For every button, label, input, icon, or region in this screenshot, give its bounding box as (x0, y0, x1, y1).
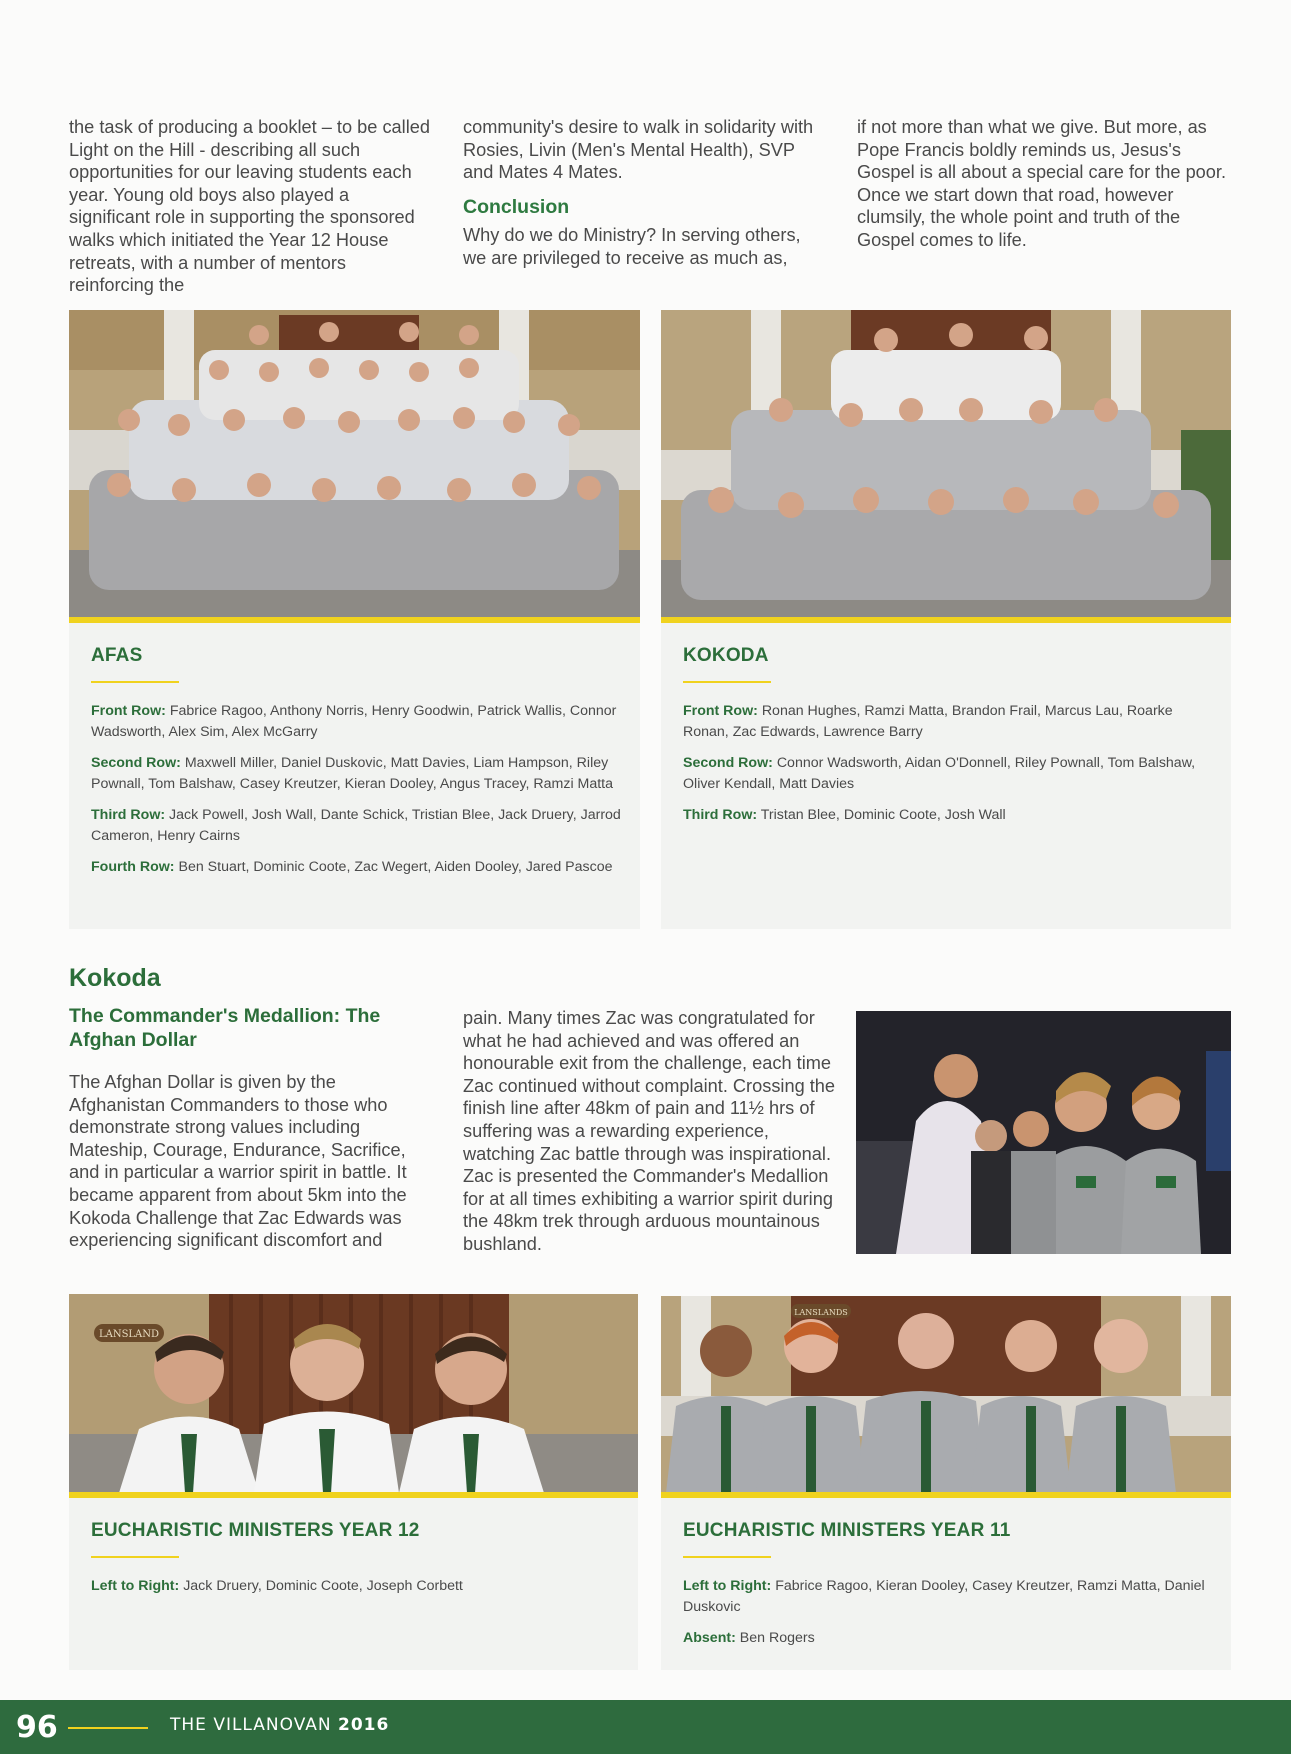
em12-left-to-right (91, 1576, 624, 1597)
afas-front-row (91, 701, 626, 743)
em12-caption (69, 1498, 638, 1670)
afas-names (91, 701, 626, 888)
kokoda-group-photo (661, 310, 1231, 618)
kokoda-col2-text: pain. Many times Zac was congratulated for what he had achieved and was offered an honourable exit from the challenge, each time Zac continued without complaint. Crossing the finish line after 48km of pain and 11½ hrs of suffering was a rewarding experience, watching Zac battle through was inspirational. Zac is presented the Commander's Medallion for at all times exhibiting a warrior spirit during the 48km trek through arduous mountainous bushland. (463, 1008, 836, 1254)
publication-year: 2016 (338, 1715, 390, 1735)
row-names: Ben Stuart, Dominic Coote, Zac Wegert, Aiden Dooley, Jared Pascoe (178, 859, 613, 875)
row-label: Second Row: (683, 755, 773, 771)
em11-left-to-right (683, 1576, 1217, 1618)
conclusion-heading: Conclusion (463, 195, 570, 218)
kokoda-second-row (683, 753, 1217, 795)
kokoda-caption (661, 623, 1231, 929)
row-names: Ronan Hughes, Ramzi Matta, Brandon Frail, Marcus Lau, Roarke Ronan, Zac Edwards, Lawrence Barry (683, 703, 1173, 740)
row-label: Fourth Row: (91, 859, 175, 875)
row-label: Absent: (683, 1630, 736, 1646)
kokoda-column-2 (463, 1007, 838, 1256)
em12-title-rule (91, 1556, 179, 1558)
row-names: Fabrice Ragoo, Kieran Dooley, Casey Kreutzer, Ramzi Matta, Daniel Duskovic (683, 1578, 1205, 1615)
kokoda-third-row (683, 805, 1217, 826)
row-label: Front Row: (683, 703, 758, 719)
medallion-presentation-photo (856, 1011, 1231, 1254)
intro-column-3 (857, 116, 1232, 252)
afas-title: AFAS (91, 645, 143, 666)
kokoda-title-rule (683, 681, 771, 683)
afas-caption (69, 623, 640, 929)
bleed-through-text (60, 8, 1251, 38)
row-names: Fabrice Ragoo, Anthony Norris, Henry Goodwin, Patrick Wallis, Connor Wadsworth, Alex Sim, Alex McGarry (91, 703, 617, 740)
kokoda-column-1 (69, 1071, 419, 1252)
intro-col3-text: if not more than what we give. But more, as Pope Francis boldly reminds us, Jesus's Gospel is all about a special care for the poor. Once we start down that road, however clumsily, the whole point and truth of the Gospel comes to life. (857, 117, 1227, 250)
kokoda-heading: Kokoda (69, 964, 161, 992)
afas-group-photo (69, 310, 640, 618)
em11-caption (661, 1498, 1231, 1670)
row-label: Front Row: (91, 703, 166, 719)
intro-column-1 (69, 116, 434, 297)
em12-names (91, 1576, 624, 1607)
intro-col2a-text: community's desire to walk in solidarity with Rosies, Livin (Men's Mental Health), SVP and Mates 4 Mates. (463, 117, 814, 183)
row-label: Third Row: (683, 807, 758, 823)
afas-title-rule (91, 681, 179, 683)
row-names: Maxwell Miller, Daniel Duskovic, Matt Davies, Liam Hampson, Riley Pownall, Tom Balshaw, Casey Kreutzer, Kieran Dooley, Angus Tracey, Ramzi Matta (91, 755, 614, 792)
kokoda-title: KOKODA (683, 645, 769, 666)
footer-rule (68, 1727, 148, 1729)
page-number: 96 (16, 1710, 58, 1745)
row-label: Left to Right: (91, 1578, 180, 1594)
afas-third-row (91, 805, 626, 847)
em12-sign: LANSLAND (98, 1329, 160, 1340)
row-names: Jack Druery, Dominic Coote, Joseph Corbett (183, 1578, 463, 1594)
em11-absent (683, 1628, 1217, 1649)
row-label: Left to Right: (683, 1578, 772, 1594)
em11-photo (661, 1296, 1231, 1493)
em12-title: EUCHARISTIC MINISTERS YEAR 12 (91, 1520, 420, 1541)
row-label: Third Row: (91, 807, 166, 823)
em11-names (683, 1576, 1217, 1659)
row-label: Second Row: (91, 755, 181, 771)
em11-sign: LANSLANDS (794, 1308, 848, 1317)
page-footer (0, 1700, 1291, 1754)
kokoda-front-row (683, 701, 1217, 743)
intro-column-2 (463, 116, 828, 270)
publication-name (170, 1715, 389, 1735)
kokoda-names (683, 701, 1217, 836)
intro-col2b-text: Why do we do Ministry? In serving others, we are privileged to receive as much as, (463, 225, 801, 268)
em12-photo (69, 1294, 638, 1493)
row-names: Tristan Blee, Dominic Coote, Josh Wall (760, 807, 1006, 823)
em11-title: EUCHARISTIC MINISTERS YEAR 11 (683, 1520, 1011, 1541)
afas-second-row (91, 753, 626, 795)
publication-title: THE VILLANOVAN (170, 1715, 332, 1735)
row-names: Jack Powell, Josh Wall, Dante Schick, Tristian Blee, Jack Druery, Jarrod Cameron, Henry Cairns (91, 807, 621, 844)
kokoda-col1-text: The Afghan Dollar is given by the Afghanistan Commanders to those who demonstrate strong values including Mateship, Courage, Endurance, Sacrifice, and in particular a warrior spirit in battle. It became apparent from about 5km into the Kokoda Challenge that Zac Edwards was experiencing significant discomfort and (69, 1072, 407, 1251)
kokoda-subheading: The Commander's Medallion: The Afghan Dollar (69, 1005, 381, 1051)
em11-title-rule (683, 1556, 771, 1558)
row-names: Ben Rogers (739, 1630, 815, 1646)
row-names: Connor Wadsworth, Aidan O'Donnell, Riley Pownall, Tom Balshaw, Oliver Kendall, Matt Davies (683, 755, 1196, 792)
intro-col1-text: the task of producing a booklet – to be called Light on the Hill - describing all such opportunities for our leaving students each year. Young old boys also played a significant role in supporting the sponsored walks which initiated the Year 12 House retreats, with a number of mentors reinforcing the (69, 117, 430, 296)
afas-fourth-row (91, 857, 626, 878)
